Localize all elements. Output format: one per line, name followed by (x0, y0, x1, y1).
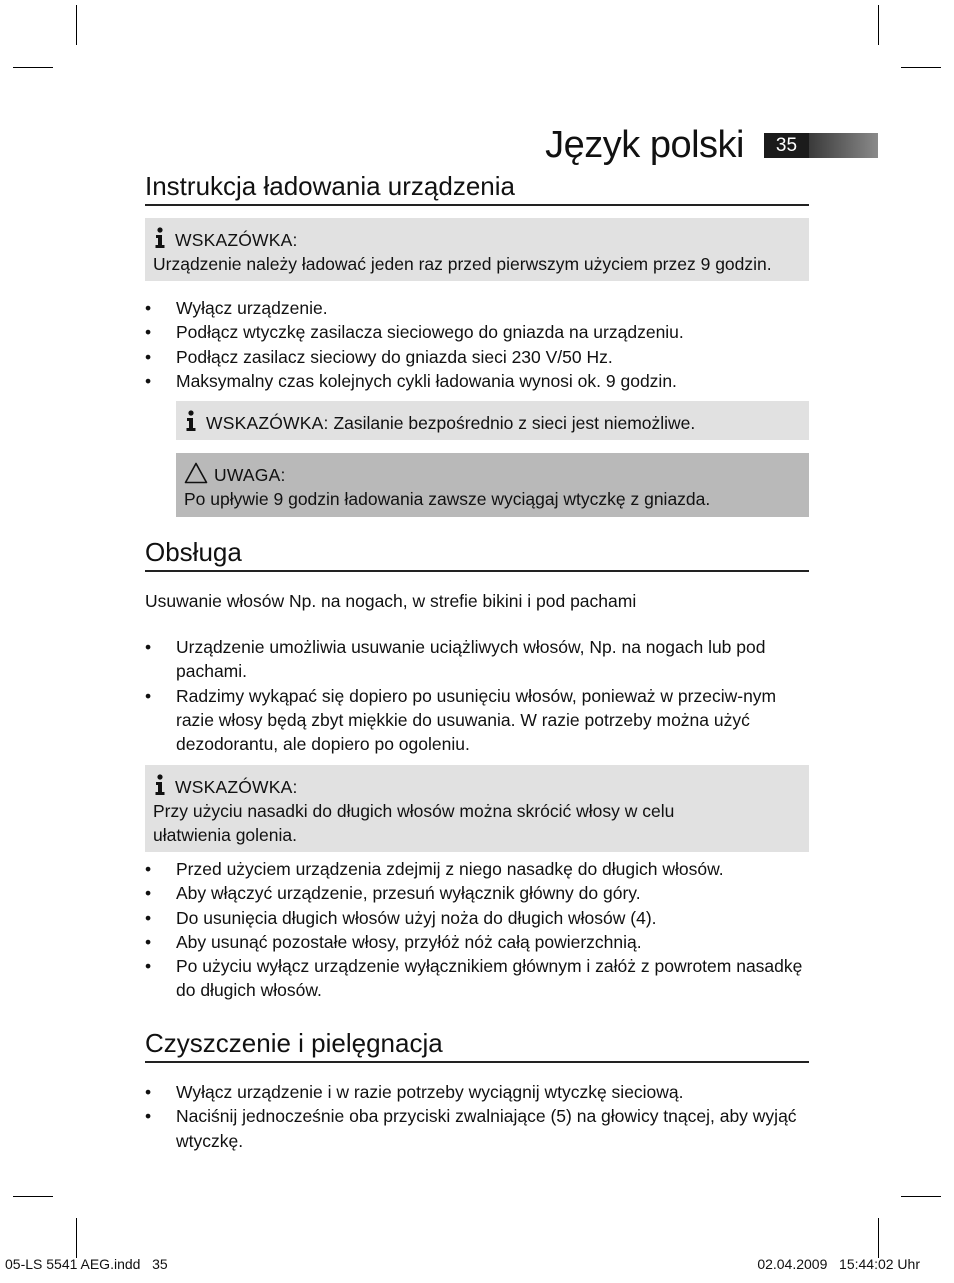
hint-text: Przy użyciu nasadki do długich włosów można skrócić włosy w celu ułatwienia golenia. (153, 801, 675, 845)
list-item: • Maksymalny czas kolejnych cykli ładowania wynosi ok. 9 godzin. (145, 369, 809, 393)
operation-intro: Usuwanie włosów Np. na nogach, w strefie bikini i pod pachami (145, 591, 637, 611)
crop-mark (76, 5, 77, 45)
crop-mark (13, 67, 53, 68)
crop-mark (901, 1196, 941, 1197)
list-item: • Do usunięcia długich włosów użyj noża do długich włosów (4). (145, 906, 809, 930)
list-item: • Wyłącz urządzenie i w razie potrzeby wyciągnij wtyczkę sieciową. (145, 1080, 809, 1104)
crop-mark (13, 1196, 53, 1197)
crop-mark (76, 1218, 77, 1258)
hint-title: WSKAZÓWKA: (175, 777, 298, 797)
page-title: Język polski (545, 124, 744, 166)
list-item: • Podłącz zasilacz sieciowy do gniazda sieci 230 V/50 Hz. (145, 345, 809, 369)
cleaning-steps-list (145, 1080, 809, 1153)
info-icon (153, 774, 167, 796)
operation-tips-list (145, 635, 809, 756)
section-heading-operation: Obsługa (145, 536, 809, 572)
section-heading-charging: Instrukcja ładowania urządzenia (145, 170, 809, 206)
warning-title: UWAGA: (214, 465, 286, 485)
footer-date: 02.04.2009 15:44:02 Uhr (757, 1256, 920, 1272)
warning-icon (184, 462, 208, 484)
list-item: • Radzimy wykąpać się dopiero po usunięciu włosów, ponieważ w przeciw-nym razie włosy będą zbyt miękkie do usuwania. W razie potrzeby można użyć dezodorantu, ale dopiero po ogoleniu. (145, 684, 809, 757)
info-icon (184, 410, 198, 432)
info-icon (153, 227, 167, 249)
list-item: • Urządzenie umożliwia usuwanie uciążliwych włosów, Np. na nogach lub pod pachami. (145, 635, 809, 684)
charging-steps-list (145, 296, 809, 393)
hint-text: Zasilanie bezpośrednio z sieci jest niemożliwe. (333, 413, 696, 433)
list-item: • Aby włączyć urządzenie, przesuń wyłącznik główny do góry. (145, 881, 809, 905)
list-item: • Aby usunąć pozostałe włosy, przyłóż nóż całą powierzchnią. (145, 930, 809, 954)
list-item: • Naciśnij jednocześnie oba przyciski zwalniające (5) na głowicy tnącej, aby wyjąć wtyczkę. (145, 1104, 809, 1153)
section-heading-cleaning: Czyszczenie i pielęgnacja (145, 1027, 809, 1063)
footer-file: 05-LS 5541 AEG.indd 35 (5, 1256, 168, 1272)
operation-steps-list (145, 857, 809, 1003)
hint-text: Urządzenie należy ładować jeden raz przed pierwszym użyciem przez 9 godzin. (153, 254, 772, 274)
hint-title: WSKAZÓWKA: (175, 230, 298, 250)
hint-box (145, 218, 809, 281)
header-bar (809, 133, 878, 158)
crop-mark (878, 1218, 879, 1258)
hint-box (176, 401, 809, 440)
list-item: • Przed użyciem urządzenia zdejmij z niego nasadkę do długich włosów. (145, 857, 809, 881)
list-item: • Wyłącz urządzenie. (145, 296, 809, 320)
list-item: • Podłącz wtyczkę zasilacza sieciowego do gniazda na urządzeniu. (145, 320, 809, 344)
list-item: • Po użyciu wyłącz urządzenie wyłącznikiem głównym i załóż z powrotem nasadkę do długich włosów. (145, 954, 809, 1003)
crop-mark (901, 67, 941, 68)
hint-box (145, 765, 809, 852)
warning-text: Po upływie 9 godzin ładowania zawsze wyciągaj wtyczkę z gniazda. (184, 489, 711, 509)
warning-box (176, 453, 809, 517)
page-number: 35 (764, 133, 809, 158)
hint-title: WSKAZÓWKA: (206, 413, 329, 433)
crop-mark (878, 5, 879, 45)
